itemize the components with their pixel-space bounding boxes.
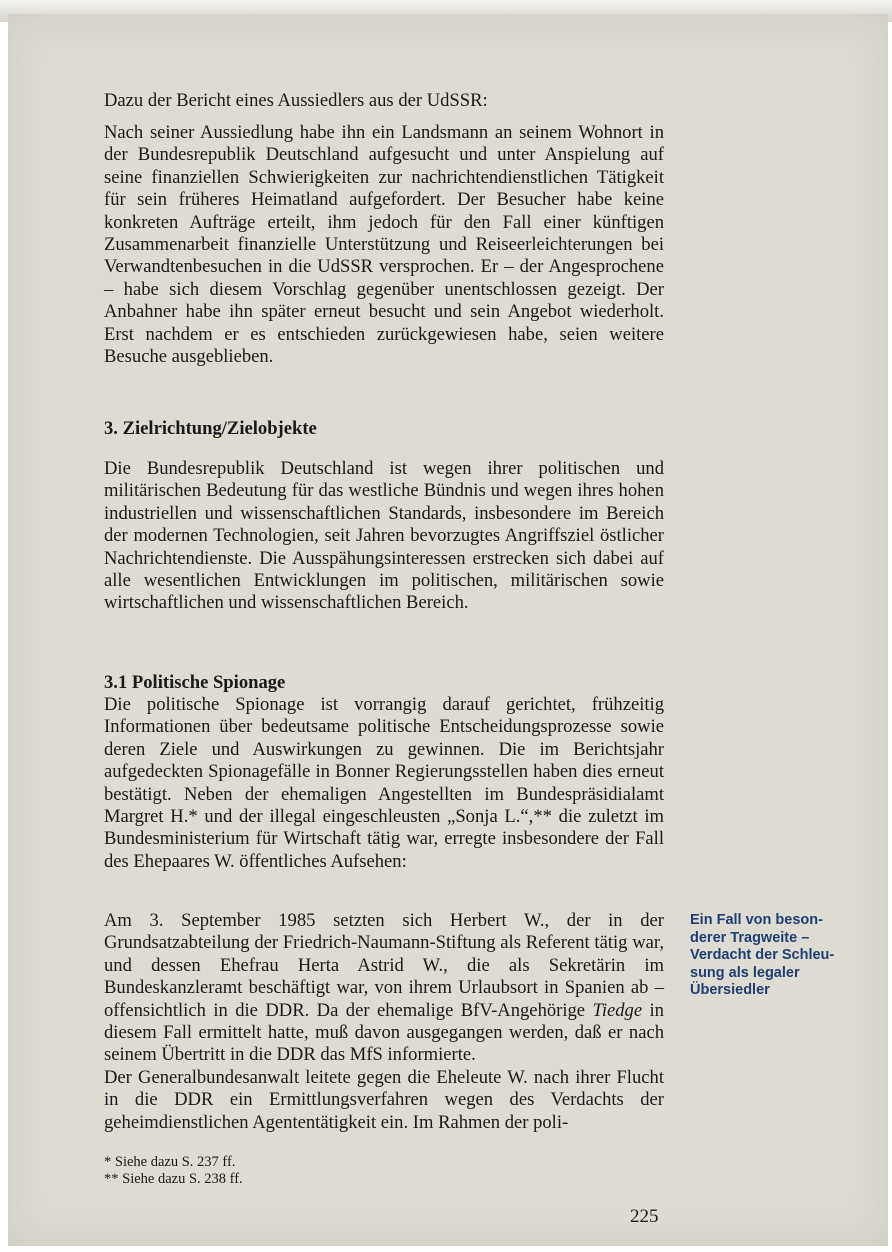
case-paragraph [104,910,664,1067]
case-name-italic: Tiedge [592,999,643,1021]
case-text-part2: in diesem Fall ermittelt hatte, muß davon ausgegangen werden, daß er nach seinem Übertritt in die DDR das MfS informierte. [104,999,664,1066]
section-3-heading-block [104,418,664,440]
report-block [104,122,664,368]
section-3-paragraph: Die Bundesrepublik Deutschland ist wegen ihrer politischen und militärischen Bedeutung für das westliche Bündnis und wegen ihres hohen industriellen und wissenschaftlichen Standards, insbesondere im Bereich der modernen Technologien, seit Jahren bevorzugtes Angriffsziel östlicher Nachrichtendienste. Die Ausspähungsinteressen erstrecken sich dabei auf alle wesentlichen Entwicklungen im politischen, militärischen sowie wirtschaftlichen und wissenschaftlichen Bereich. [104,458,664,614]
section-31-paragraph: Die politische Spionage ist vorrangig darauf gerichtet, frühzeitig Informationen über bedeutsame politische Entscheidungsprozesse sowie deren Ziele und Auswirkungen zu gewinnen. Die im Berichtsjahr aufgedeckten Spionagefälle in Bonner Regierungsstellen haben dies erneut bestätigt. Neben der ehemaligen Angestellten im Bundespräsidialamt Margret H.* und der illegal eingeschleusten „Sonja L.“,** die zuletzt im Bundesministerium für Wirtschaft tätig war, erregte insbesondere der Fall des Ehepaares W. öffentliches Aufsehen: [104,694,664,872]
margin-note [690,912,840,1000]
case-text-part1: Am 3. September 1985 setzten sich Herbert W., der in der Grundsatzabteilung der Friedrich-Naumann-Stiftung als Referent tätig war, und dessen Ehefrau Herta Astrid W., die als Sekretärin im Bundeskanzleramt beschäftigt war, von ihrem Urlaubsort in Spanien ab – offensichtlich in die DDR. Da der ehemalige BfV-Angehörige [104,910,664,1021]
page-number: 225 [630,1206,659,1227]
margin-note-line: sung als legaler [690,964,800,981]
case-block [104,910,664,1134]
section-3-block [104,458,664,615]
margin-note-line: Ein Fall von beson- [690,912,823,928]
margin-note-line: Übersiedler [690,982,770,998]
section-31-heading: 3.1 Politische Spionage [104,672,286,693]
intro-line [104,90,664,112]
report-paragraph: Nach seiner Aussiedlung habe ihn ein Landsmann an seinem Wohnort in der Bundesrepublik Deutschland aufgesucht und unter Anspielung auf seine finanziellen Schwierigkeiten zur nachrichtendienstlichen Tätigkeit für sein früheres Heimatland aufgefordert. Der Besucher habe keine konkreten Aufträge erteilt, ihm jedoch für den Fall einer künftigen Zusammenarbeit finanzielle Unterstützung und Reiseerleichterungen bei Verwandtenbesuchen in die UdSSR versprochen. Er – der Angesprochene – habe sich diesem Vorschlag gegenüber unentschlossen gezeigt. Der Anbahner habe ihn später erneut besucht und sein Angebot wiederholt. Erst nachdem er es entschieden zurückgewiesen habe, seien weitere Besuche ausgeblieben. [104,122,664,368]
intro-text: Dazu der Bericht eines Aussiedlers aus der UdSSR: [104,90,488,111]
footnote-2: ** Siehe dazu S. 238 ff. [104,1171,243,1187]
case-paragraph-2: Der Generalbundesanwalt leitete gegen die Eheleute W. nach ihrer Flucht in die DDR ein Ermittlungsverfahren wegen des Verdachts der geheimdienstlichen Agententätigkeit ein. Im Rahmen der poli- [104,1066,664,1133]
margin-note-line: Verdacht der Schleu- [690,947,835,963]
section-3-heading: 3. Zielrichtung/Zielobjekte [104,418,317,439]
margin-note-line: derer Tragweite – [690,929,810,946]
footnote-1: * Siehe dazu S. 237 ff. [104,1154,236,1170]
section-31-block [104,672,664,873]
footnotes [104,1154,243,1188]
